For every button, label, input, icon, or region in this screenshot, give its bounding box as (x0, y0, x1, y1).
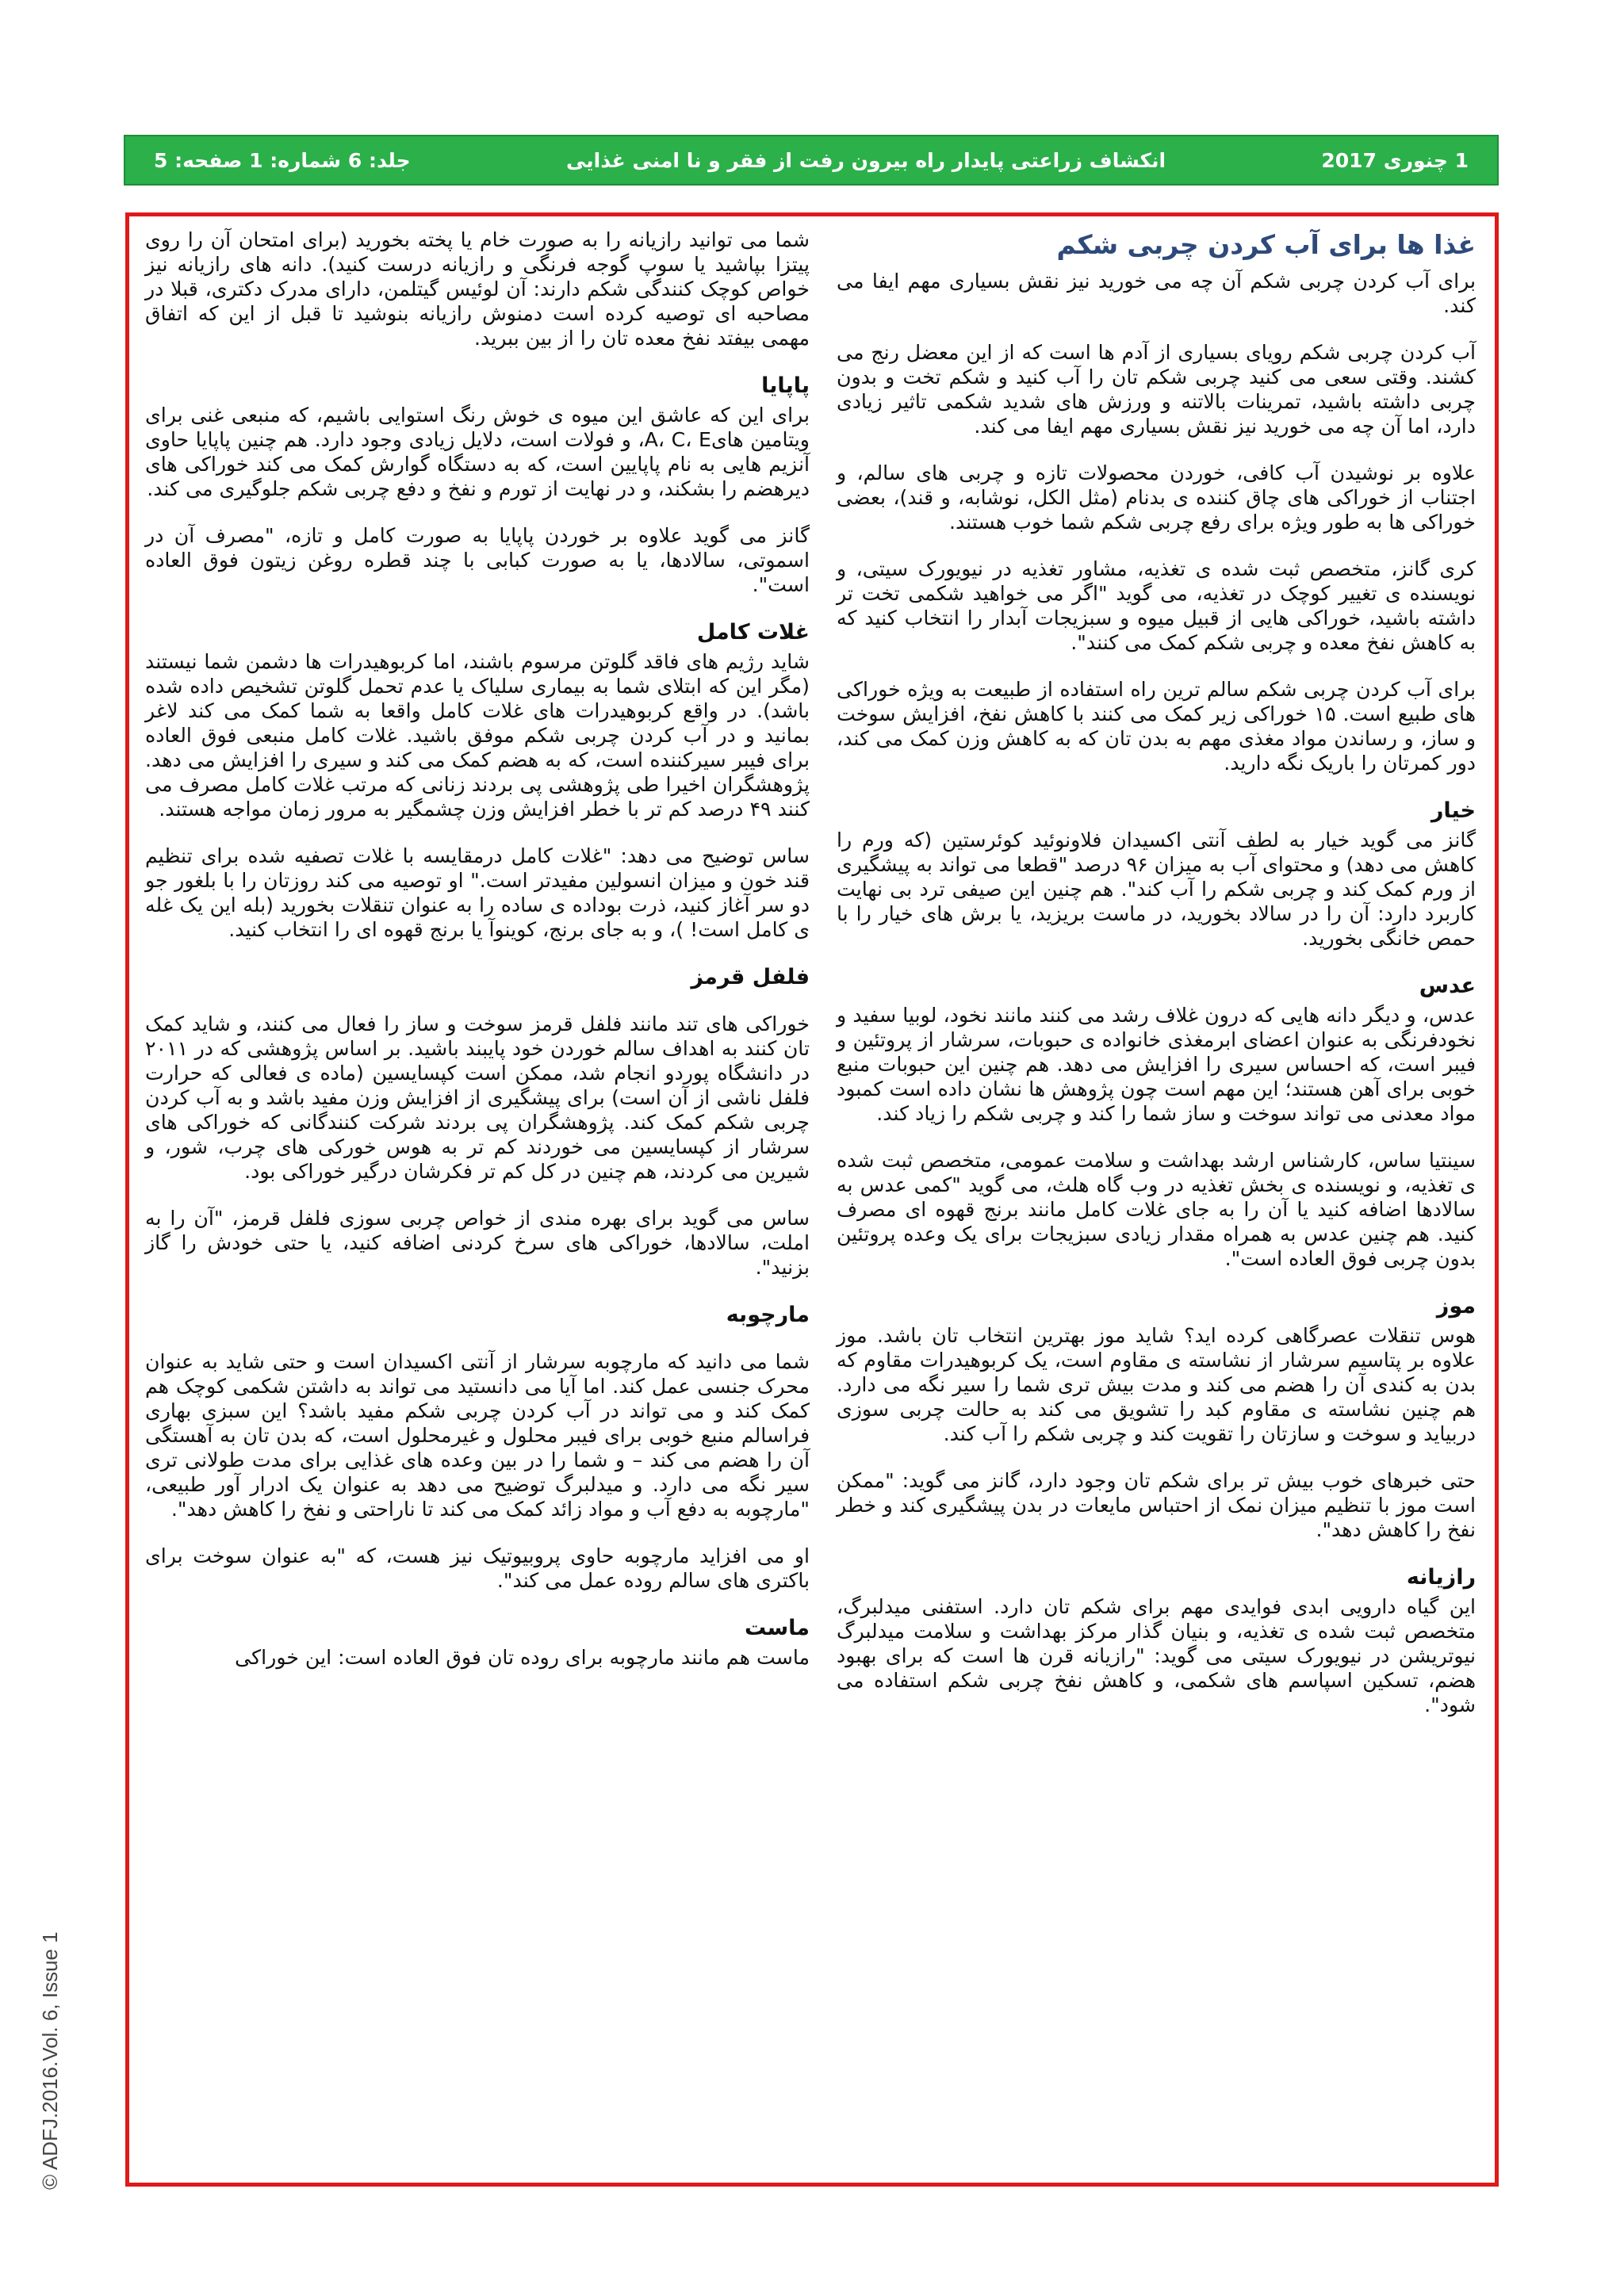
paragraph: ساس می گوید برای بهره مندی از خواص چربی سوزی فلفل قرمز، "آن را به املت، سالادها، خوراکی های سرخ کردنی اضافه کنید، یا حتی خودش را گاز بزنید". (145, 1207, 810, 1279)
section-heading: پاپایا (761, 373, 810, 398)
paragraph: هوس تنقلات عصرگاهی کرده اید؟ شاید موز بهترین انتخاب تان باشد. موز علاوه بر پتاسیم سرشار از نشاسته ی مقاوم است، یک کربوهیدرات مقاوم که بدن به کندی آن را هضم می کند و مدت بیش تری شما را سیر نگه می دارد. هم چنین نشاسته ی مقاوم کبد را تشویق می کند به حالت چربی سوزی دربیاید و سوخت و سازتان را تقویت کند و چربی شکم را آب کند. (837, 1324, 1476, 1445)
paragraph: سینتیا ساس، کارشناس ارشد بهداشت و سلامت عمومی، متخصص ثبت شده ی تغذیه، و نویسنده ی بخش تغذیه در وب گاه هلث، می گوید "کمی عدس به سالادها اضافه کنید یا آن را به جای غلات کامل مانند برنج قهوه ای مصرف کنید. هم چنین عدس به همراه مقدار زیادی سبزیجات برای یک وعده پروتئین بدون چربی فوق العاده است". (837, 1149, 1476, 1270)
paragraph: برای آب کردن چربی شکم سالم ترین راه استفاده از طبیعت به ویژه خوراکی های طبیع است. ۱۵ خوراکی زیر کمک می کنند با کاهش نفخ، افزایش سوخت و ساز، و رساندن مواد مغذی مهم به بدن تان که به کاهش وزن کمک می کند، دور کمرتان را باریک نگه دارید. (837, 678, 1476, 775)
article-title: غذا ها برای آب کردن چربی شکم (1056, 229, 1476, 260)
left-column (145, 228, 810, 1692)
paragraph: عدس، و دیگر دانه هایی که درون غلاف رشد می کنند مانند نخود، لوبیا سفید و نخودفرنگی به عنوان اعضای ابرمغذی خانواده ی حبوبات، سرشار از پروتئین و فیبر است، که احساس سیری را افزایش می دهد. هم چنین این حبوبات منبع خوبی برای آهن هستند؛ این مهم است چون پژوهش ها نشان داده است کمبود مواد معدنی می تواند سوخت و ساز شما را کند و چربی شکم را زیاد کند. (837, 1004, 1476, 1125)
volume-issue-page: جلد: 6 شماره: 1 صفحه: 5 (154, 148, 411, 172)
paragraph: شاید رژیم های فاقد گلوتن مرسوم باشند، اما کربوهیدرات ها دشمن شما نیستند (مگر این که ابتلای شما به بیماری سلیاک یا عدم تحمل گلوتن تشخیص داده شده باشد). در واقع کربوهیدرات های غلات کامل واقعا به شما کمک می کند لاغر بمانید و در آب کردن چربی شکم موفق باشید. غلات کامل منبعی فوق العاده برای فیبر سیرکننده است، که به هضم کمک می کند و سیری را افزایش می دهد. پژوهشگران اخیرا طی پژوهشی پی بردند زنانی که مرتب غلات کامل مصرف می کنند ۴۹ درصد کم تر با خطر افزایش وزن چشمگیر به مرور زمان مواجه هستند. (145, 650, 810, 821)
journal-title: انکشاف زراعتی پایدار راه بیرون رفت از فقر و نا امنی غذایی (565, 148, 1166, 172)
article-frame (125, 212, 1499, 2187)
paragraph: شما می دانید که مارچوبه سرشار از آنتی اکسیدان است و حتی شاید به عنوان محرک جنسی عمل کند. اما آیا می دانستید می تواند به داشتن شکمی کوچک هم کمک کند و می تواند در آب کردن چربی شکم مفید باشد؟ این سبزی بهاری فراسالم منبع خوبی برای فیبر محلول و غیرمحلول است، که بدن تان به آهستگی آن را هضم می کند – و شما را در بین وعده های غذایی برای مدت طولانی تری سیر نگه می دارد. و میدلبرگ توضیح می دهد به عنوان یک ادرار آور طبیعی، "مارچوبه به دفع آب و مواد زائد کمک می کند تا ناراحتی و نفخ را کاهش دهد". (145, 1350, 810, 1521)
paragraph: علاوه بر نوشیدن آب کافی، خوردن محصولات تازه و چربی های سالم، و اجتناب از خوراکی های چاق کننده ی بدنام (مثل الکل، نوشابه، و قند)، بعضی خوراکی ها به طور ویژه برای رفع چربی شکم شما خوب هستند. (837, 461, 1476, 534)
paragraph: خوراکی های تند مانند فلفل قرمز سوخت و ساز را فعال می کنند، و شاید کمک تان کنند به اهداف سالم خوردن خود پایبند باشید. بر اساس پژوهشی که در ۲۰۱۱ در دانشگاه پوردو انجام شد، ممکن است کپسایسین (ماده ی فعالی که حرارت فلفل ناشی از آن است) برای پیشگیری از افزایش وزن مفید باشد و به آب کردن چربی شکم کمک کند. پژوهشگران پی بردند شرکت کنندگانی که خوراکی های سرشار از کپسایسین می خوردند کم تر به هوس خورکی های چرب، شور، و شیرین می کردند، هم چنین در کل کم تر فکرشان درگیر خوراکی بود. (145, 1012, 810, 1183)
right-column (837, 228, 1476, 1739)
issue-date: 1 چنوری 2017 (1321, 148, 1469, 172)
section-heading: خیار (1431, 798, 1476, 823)
paragraph: گانز می گوید خیار به لطف آنتی اکسیدان فلاونوئید کوئرستین (که ورم را کاهش می دهد) و محتوای آب به میزان ۹۶ درصد "قطعا می تواند به پیشگیری از ورم کمک کند و چربی شکم را آب کند". هم چنین این صیفی ترد بی نهایت کاربرد دارد: آن را در سالاد بخورید، در ماست بریزید، یا برش های خیار را با حمص خانگی بخورید. (837, 828, 1476, 950)
paragraph: حتی خبرهای خوب بیش تر برای شکم تان وجود دارد، گانز می گوید: "ممکن است موز با تنظیم میزان نمک از احتباس مایعات در بدن پیشگیری کند و خطر نفخ را کاهش دهد". (837, 1469, 1476, 1541)
paragraph: آب کردن چربی شکم رویای بسیاری از آدم ها است که از این معضل رنج می کشند. وقتی سعی می کنید چربی شکم تان را آب کنید و شکم تخت و بدون چربی داشته باشید، تمرینات بالاتنه و ورزش های شدید شکمی تاثیر زیادی دارد، اما آن چه می خورید نیز نقش بسیاری مهم ایفا می کند. (837, 341, 1476, 438)
section-heading: رازیانه (1406, 1565, 1476, 1590)
copyright-side-label: © ADFJ.2016.Vol. 6, Issue 1 (38, 1931, 62, 2190)
section-heading: فلفل قرمز (691, 965, 810, 989)
section-heading: غلات کامل (696, 620, 810, 645)
section-heading: موز (1436, 1294, 1476, 1318)
section-heading: عدس (1419, 974, 1476, 998)
paragraph: برای این که عاشق این میوه ی خوش رنگ استوایی باشیم، که منبعی غنی برای ویتامین هایA، C، E، و فولات است، دلایل زیادی وجود دارد. هم چنین پاپایا حاوی آنزیم هایی به نام پاپایین است، که به دستگاه گوارش کمک می کند خوراکی های دیرهضم را بشکند، و در نهایت از تورم و نفخ و دفع چربی شکم جلوگیری می کند. (145, 404, 810, 500)
paragraph: برای آب کردن چربی شکم آن چه می خورید نیز نقش بسیاری مهم ایفا می کند. (837, 270, 1476, 317)
section-heading: ماست (745, 1616, 810, 1640)
paragraph: گانز می گوید علاوه بر خوردن پاپایا به صورت کامل و تازه، "مصرف آن در اسموتی، سالادها، یا به صورت کبابی با چند قطره روغن زیتون فوق العاده است". (145, 524, 810, 596)
paragraph: ماست هم مانند مارچوبه برای روده تان فوق العاده است: این خوراکی (235, 1646, 810, 1669)
journal-header-bar (124, 135, 1499, 186)
paragraph: این گیاه دارویی ابدی فوایدی مهم برای شکم تان دارد. استفنی میدلبرگ، متخصص ثبت شده ی تغذیه، و بنیان گذار مرکز بهداشت و سلامت میدلبرگ نیوتریشن در نیویورک سیتی می گوید: "رازیانه قرن ها است که برای بهبود هضم، تسکین اسپاسم های شکمی، و کاهش نفخ چربی شکم استفاده می شود". (837, 1595, 1476, 1716)
paragraph: کری گانز، متخصص ثبت شده ی تغذیه، مشاور تغذیه در نیویورک سیتی، و نویسنده ی تغییر کوچک در تغذیه، می گوید "اگر می خواهید شکمی تخت تر داشته باشید، خوراکی هایی از قبیل میوه و سبزیجات آبدار را انتخاب کنید که به کاهش نفخ معده و چربی شکم کمک می کنند". (837, 557, 1476, 654)
paragraph: او می افزاید مارچوبه حاوی پروبیوتیک نیز هست، که "به عنوان سوخت برای باکتری های سالم روده عمل می کند". (145, 1544, 810, 1592)
paragraph: شما می توانید رازیانه را به صورت خام یا پخته بخورید (برای امتحان آن را روی پیتزا بپاشید یا سوپ گوجه فرنگی و رازیانه درست کنید). دانه های رازیانه نیز خواص کوچک کنندگی شکم دارند: آن لوئیس گیتلمن، دارای مدرک دکتری، قبلا در مصاحبه ای توصیه کرده است دمنوش رازیانه بنوشید تا قبل از این که اتفاق مهمی بیفتد نفخ معده تان را از بین ببرید. (145, 228, 810, 350)
section-heading: مارچوبه (726, 1303, 810, 1327)
paragraph: ساس توضیح می دهد: "غلات کامل درمقایسه با غلات تصفیه شده برای تنظیم قند خون و میزان انسولین مفیدتر است." او توصیه می کند روزتان را با بلغور جو دو سر آغاز کنید، ذرت بوداده ی ساده را به عنوان تنقلات بخورید (بله این یک غله ی کامل است! )، و به جای برنج، کوینوآ یا برنج قهوه ای را انتخاب کنید. (145, 844, 810, 941)
